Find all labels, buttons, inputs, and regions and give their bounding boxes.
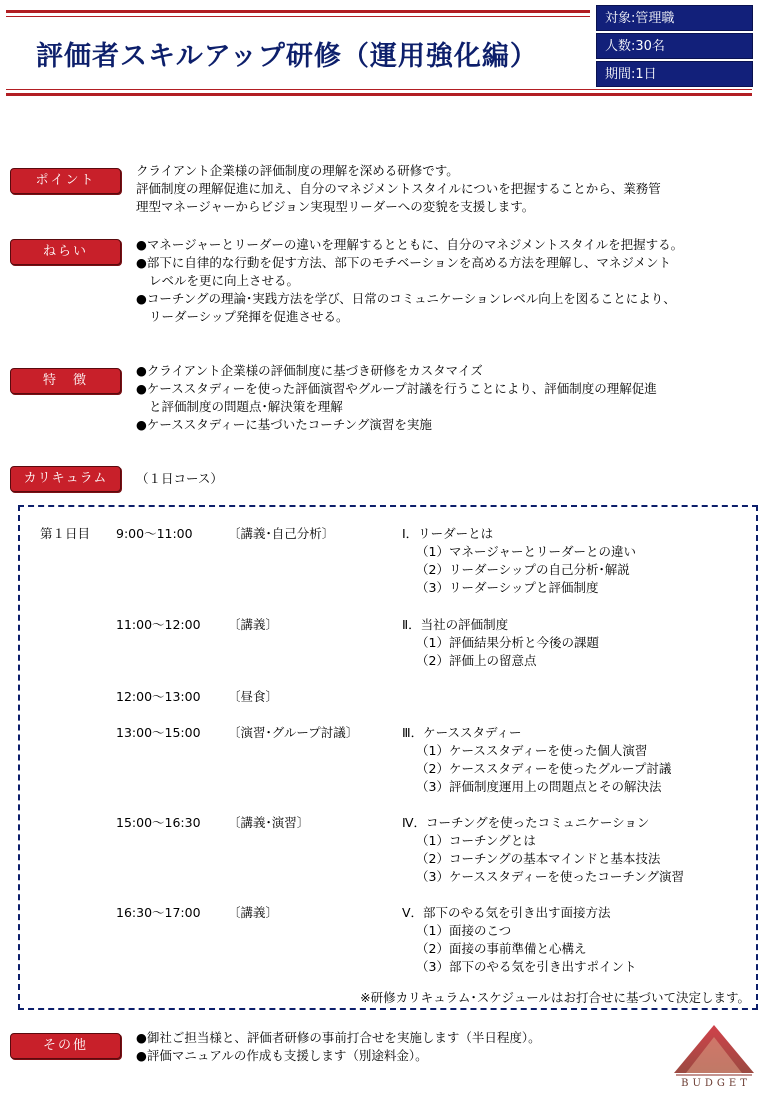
session-type: 〔演習･グループ討議〕 bbox=[228, 725, 359, 740]
session-item: （2）面接の事前準備と心構え bbox=[416, 941, 587, 956]
session-time: 11:00～12:00 bbox=[116, 617, 201, 632]
header-top-rule-thin bbox=[6, 16, 590, 17]
aim-line: ●コーチングの理論･実践方法を学び、日常のコミュニケーションレベル向上を図ることにより、 bbox=[136, 291, 676, 306]
section-label-features: 特 徴 bbox=[10, 368, 121, 394]
point-line: クライアント企業様の評価制度の理解を深める研修です。 bbox=[136, 163, 459, 178]
point-line: 理型マネージャーからビジョン実現型リーダーへの変貌を支援します。 bbox=[136, 199, 535, 214]
section-label-curriculum: カリキュラム bbox=[10, 466, 121, 492]
curriculum-box bbox=[18, 505, 758, 1010]
features-line: ●ケーススタディーに基づいたコーチング演習を実施 bbox=[136, 417, 432, 432]
info-capacity: 人数:30名 bbox=[596, 33, 753, 59]
session-item: （3）評価制度運用上の問題点とその解決法 bbox=[416, 779, 662, 794]
session-item: （3）ケーススタディーを使ったコーチング演習 bbox=[416, 869, 684, 884]
session-time: 16:30～17:00 bbox=[116, 905, 201, 920]
curriculum-course: （１日コース） bbox=[136, 471, 223, 486]
features-line: と評価制度の問題点･解決策を理解 bbox=[149, 399, 343, 414]
session-item: （1）コーチングとは bbox=[416, 833, 536, 848]
section-label-other: その他 bbox=[10, 1033, 121, 1059]
features-line: ●ケーススタディーを使った評価演習やグループ討議を行うことにより、評価制度の理解促進 bbox=[136, 381, 657, 396]
session-title: Ⅲ．ケーススタディー bbox=[402, 725, 522, 740]
session-time: 12:00～13:00 bbox=[116, 689, 201, 704]
other-line: ●評価マニュアルの作成も支援します（別途料金）。 bbox=[136, 1048, 428, 1063]
section-label-aim: ねらい bbox=[10, 239, 121, 265]
session-item: （2）コーチングの基本マインドと基本技法 bbox=[416, 851, 661, 866]
session-type: 〔講義〕 bbox=[228, 617, 279, 632]
session-time: 13:00～15:00 bbox=[116, 725, 201, 740]
session-title: Ⅰ．リーダーとは bbox=[402, 526, 494, 541]
session-title: Ⅱ．当社の評価制度 bbox=[402, 617, 509, 632]
session-title: Ⅳ．コーチングを使ったコミュニケーション bbox=[402, 815, 650, 830]
session-item: （2）ケーススタディーを使ったグループ討議 bbox=[416, 761, 672, 776]
features-line: ●クライアント企業様の評価制度に基づき研修をカスタマイズ bbox=[136, 363, 483, 378]
point-line: 評価制度の理解促進に加え、自分のマネジメントスタイルについを把握することから、業務管 bbox=[136, 181, 661, 196]
aim-line: レベルを更に向上させる。 bbox=[149, 273, 300, 288]
session-item: （3）部下のやる気を引き出すポイント bbox=[416, 959, 637, 974]
session-type: 〔講義〕 bbox=[228, 905, 279, 920]
info-target: 対象:管理職 bbox=[596, 5, 753, 31]
session-time: 15:00～16:30 bbox=[116, 815, 201, 830]
session-item: （3）リーダーシップと評価制度 bbox=[416, 580, 599, 595]
session-type: 〔講義･演習〕 bbox=[228, 815, 310, 830]
session-type: 〔講義･自己分析〕 bbox=[228, 526, 335, 541]
session-title: Ⅴ．部下のやる気を引き出す面接方法 bbox=[402, 905, 611, 920]
logo-text: BUDGET bbox=[681, 1078, 751, 1089]
features-text bbox=[136, 362, 736, 434]
curriculum-day: 第１日目 bbox=[40, 526, 91, 541]
page-title: 評価者スキルアップ研修（運用強化編） bbox=[36, 41, 538, 72]
session-item: （1）評価結果分析と今後の課題 bbox=[416, 635, 599, 650]
session-type: 〔昼食〕 bbox=[228, 689, 279, 704]
other-line: ●御社ご担当様と、評価者研修の事前打合せを実施します（半日程度）。 bbox=[136, 1030, 541, 1045]
info-duration: 期間:1日 bbox=[596, 61, 753, 87]
aim-line: ●部下に自律的な行動を促す方法、部下のモチベーションを高める方法を理解し、マネジメント bbox=[136, 255, 672, 270]
section-label-point: ポイント bbox=[10, 168, 121, 194]
session-time: 9:00～11:00 bbox=[116, 526, 193, 541]
session-item: （2）リーダーシップの自己分析･解説 bbox=[416, 562, 630, 577]
session-item: （1）マネージャーとリーダーとの違い bbox=[416, 544, 636, 559]
point-text bbox=[136, 162, 736, 216]
aim-line: ●マネージャーとリーダーの違いを理解するとともに、自分のマネジメントスタイルを把握する。 bbox=[136, 237, 684, 252]
header-bottom-rule-thick bbox=[6, 93, 752, 96]
aim-text bbox=[136, 236, 736, 326]
session-item: （1）面接のこつ bbox=[416, 923, 512, 938]
session-item: （2）評価上の留意点 bbox=[416, 653, 537, 668]
header-bottom-rule-thin bbox=[6, 89, 752, 90]
curriculum-note: ※研修カリキュラム･スケジュールはお打合せに基づいて決定します。 bbox=[360, 990, 750, 1005]
session-item: （1）ケーススタディーを使った個人演習 bbox=[416, 743, 648, 758]
other-text bbox=[136, 1029, 736, 1065]
aim-line: リーダーシップ発揮を促進させる。 bbox=[149, 309, 349, 324]
header-top-rule-thick bbox=[6, 10, 590, 13]
